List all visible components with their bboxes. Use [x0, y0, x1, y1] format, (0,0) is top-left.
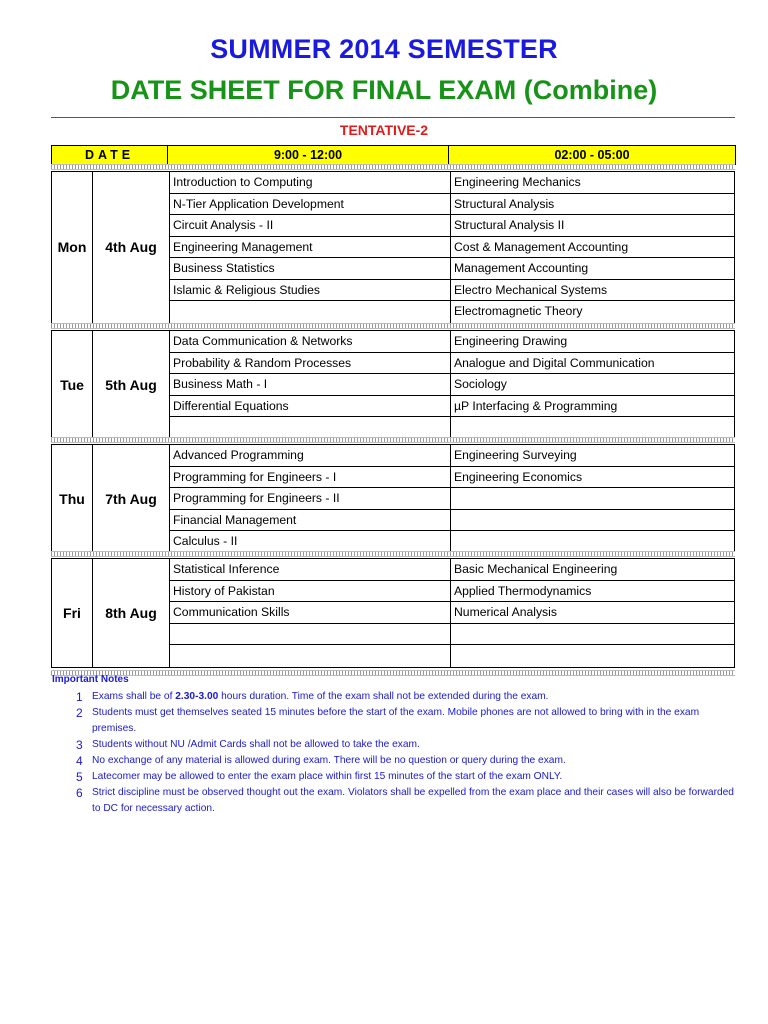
- course-cell: Management Accounting: [451, 258, 734, 280]
- header-slot-afternoon: 02:00 - 05:00: [554, 148, 630, 162]
- course-cell: Communication Skills: [170, 602, 450, 624]
- course-cell: Electro Mechanical Systems: [451, 280, 734, 302]
- notes-list: [76, 689, 736, 817]
- morning-column: [170, 331, 451, 439]
- course-cell: Statistical Inference: [170, 559, 450, 581]
- day-separator: [51, 164, 735, 170]
- morning-column: [170, 172, 451, 323]
- course-cell: Differential Equations: [170, 396, 450, 418]
- course-cell: [451, 510, 734, 532]
- course-cell: Introduction to Computing: [170, 172, 450, 194]
- day-separator: [51, 670, 735, 676]
- note-number: 2: [76, 706, 83, 720]
- note-number: 3: [76, 738, 83, 752]
- table-header: [51, 145, 736, 165]
- page-title: SUMMER 2014 SEMESTER: [210, 34, 558, 64]
- course-cell: Sociology: [451, 374, 734, 396]
- exam-date: 4th Aug: [93, 172, 170, 323]
- course-cell: Engineering Management: [170, 237, 450, 259]
- course-cell: Cost & Management Accounting: [451, 237, 734, 259]
- note-text: Strict discipline must be observed thought out the exam. Violators shall be expelled from the exam place and their cases will also be forwarded to DC for necessary action.: [92, 787, 734, 814]
- note-item: [76, 753, 736, 769]
- note-item: [76, 769, 736, 785]
- day-of-week: Fri: [52, 559, 93, 667]
- note-item: [76, 705, 736, 737]
- afternoon-column: [451, 172, 734, 323]
- afternoon-column: [451, 445, 734, 553]
- day-separator: [51, 437, 735, 443]
- course-cell: History of Pakistan: [170, 581, 450, 603]
- course-cell: Engineering Mechanics: [451, 172, 734, 194]
- note-number: 4: [76, 754, 83, 768]
- note-text: Students must get themselves seated 15 minutes before the start of the exam. Mobile phones are not allowed to bring with in the exam premises.: [92, 707, 700, 734]
- course-cell: [451, 488, 734, 510]
- course-cell: µP Interfacing & Programming: [451, 396, 734, 418]
- course-cell: Advanced Programming: [170, 445, 450, 467]
- day-block: [51, 171, 735, 324]
- day-block: [51, 330, 735, 440]
- course-cell: Data Communication & Networks: [170, 331, 450, 353]
- day-separator: [51, 551, 735, 557]
- top-rule: [51, 117, 735, 118]
- note-text: Students without NU /Admit Cards shall not be allowed to take the exam.: [92, 739, 420, 750]
- header-slot-morning: 9:00 - 12:00: [168, 146, 449, 164]
- course-cell: Circuit Analysis - II: [170, 215, 450, 237]
- course-cell: Islamic & Religious Studies: [170, 280, 450, 302]
- course-cell: Electromagnetic Theory: [454, 304, 583, 318]
- afternoon-column: [451, 331, 734, 439]
- day-of-week: Thu: [52, 445, 93, 553]
- course-cell: Engineering Surveying: [451, 445, 734, 467]
- course-cell: Analogue and Digital Communication: [451, 353, 734, 375]
- afternoon-column: [451, 559, 734, 667]
- exam-date: 7th Aug: [93, 445, 170, 553]
- day-block: [51, 558, 735, 668]
- note-item: [76, 785, 736, 817]
- note-number: 5: [76, 770, 83, 784]
- course-cell: Applied Thermodynamics: [451, 581, 734, 603]
- note-text: hours duration. Time of the exam shall not be extended during the exam.: [218, 691, 549, 702]
- course-cell: [170, 624, 450, 646]
- course-cell: Structural Analysis II: [451, 215, 734, 237]
- course-cell: Financial Management: [170, 510, 450, 532]
- note-text: No exchange of any material is allowed during exam. There will be no question or query during the exam.: [92, 755, 566, 766]
- exam-date: 8th Aug: [93, 559, 170, 667]
- tentative-label: TENTATIVE-2: [339, 122, 429, 138]
- morning-column: [170, 445, 451, 553]
- exam-date: 5th Aug: [93, 331, 170, 439]
- notes-title: Important Notes: [52, 674, 129, 685]
- course-cell: [451, 624, 734, 646]
- course-cell: [170, 645, 450, 667]
- course-cell: Structural Analysis: [451, 194, 734, 216]
- course-cell: Engineering Drawing: [451, 331, 734, 353]
- course-cell: Business Math - I: [170, 374, 450, 396]
- course-cell: Calculus - II: [173, 534, 238, 548]
- note-number: 6: [76, 786, 83, 800]
- note-item: [76, 737, 736, 753]
- note-emphasis: 2.30-3.00: [175, 691, 219, 702]
- course-cell: Programming for Engineers - II: [170, 488, 450, 510]
- course-cell: [451, 417, 734, 439]
- day-separator: [51, 323, 735, 329]
- note-text: Exams shall be of: [92, 691, 176, 702]
- course-cell: Numerical Analysis: [451, 602, 734, 624]
- note-item: [76, 689, 736, 705]
- day-block: [51, 444, 735, 554]
- course-cell: [170, 417, 450, 439]
- course-cell: Programming for Engineers - I: [170, 467, 450, 489]
- day-of-week: Mon: [52, 172, 93, 323]
- course-cell: [170, 301, 450, 323]
- course-cell: [451, 645, 734, 667]
- course-cell: Engineering Economics: [451, 467, 734, 489]
- course-cell: Basic Mechanical Engineering: [451, 559, 734, 581]
- course-cell: Probability & Random Processes: [170, 353, 450, 375]
- note-number: 1: [76, 690, 83, 704]
- course-cell: N-Tier Application Development: [170, 194, 450, 216]
- note-text: Latecomer may be allowed to enter the exam place within first 15 minutes of the start of the exam ONLY.: [92, 771, 563, 782]
- day-of-week: Tue: [52, 331, 93, 439]
- header-date: DATE: [52, 146, 168, 164]
- page-subtitle: DATE SHEET FOR FINAL EXAM (Combine): [110, 75, 658, 105]
- course-cell: [451, 531, 734, 553]
- morning-column: [170, 559, 451, 667]
- course-cell: Business Statistics: [170, 258, 450, 280]
